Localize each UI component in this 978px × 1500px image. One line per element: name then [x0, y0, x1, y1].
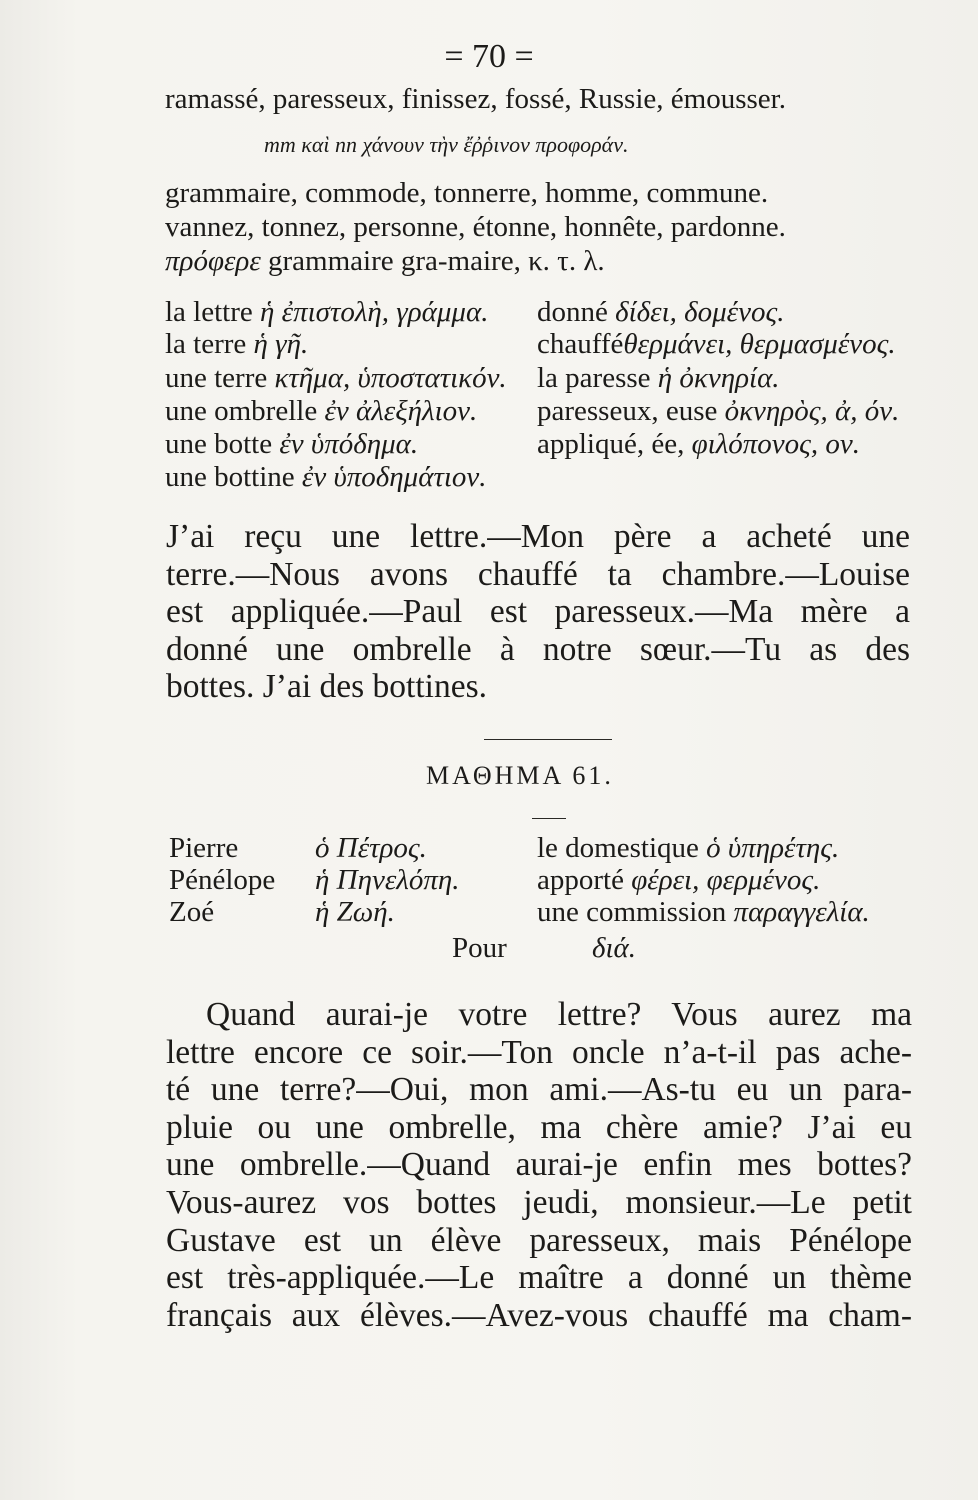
- paragraph-line: est très-appliquée.—Le maître a donné un thème: [166, 1259, 912, 1297]
- paragraph-line: té une terre?—Oui, mon ami.—As-tu eu un para-: [166, 1071, 912, 1109]
- vocab-gr: ἡ Πηνελόπη.: [315, 864, 460, 896]
- vocab-gr: ἐν ἀλεξήλιον.: [324, 395, 478, 427]
- paragraph-line: lettre encore ce soir.—Ton oncle n’a-t-il pas ache-: [166, 1033, 912, 1071]
- vocab-fr: paresseux, euse: [537, 395, 718, 427]
- vocab2-left-2: [165, 362, 507, 395]
- vocab-fr: Pour: [452, 932, 507, 964]
- paragraph-line: français aux élèves.—Avez-vous chauffé ma cham-: [166, 1296, 912, 1334]
- paragraph-line: donné une ombrelle à notre sœur.—Tu as des: [166, 630, 910, 668]
- vocab-fr: le domestique: [537, 832, 699, 864]
- vocab-line-5-greek: πρόφερε: [165, 245, 261, 277]
- section-divider: [484, 739, 612, 740]
- vocab3-pour: [452, 932, 636, 965]
- vocab-gr: ὁ Πέτρος.: [315, 832, 427, 864]
- paragraph-line: Gustave est un élève paresseux, mais Pénélope: [166, 1221, 912, 1259]
- heading-rule: [532, 818, 566, 819]
- vocab3-left-0: [169, 832, 427, 865]
- vocab-line-5: [165, 244, 605, 278]
- vocab-gr: ἐν ὑποδημάτιον.: [301, 461, 487, 493]
- vocab2-left-0: [165, 296, 488, 329]
- vocab2-right-2: [537, 362, 780, 395]
- lesson-heading: ΜΑΘΗΜΑ 61.: [426, 761, 614, 790]
- vocab3-right-0: [537, 832, 839, 865]
- paragraph-line: pluie ou une ombrelle, ma chère amie? J’ai eu: [166, 1108, 912, 1146]
- vocab-gr: ἡ ὀκνηρία.: [657, 362, 780, 394]
- vocab-line-1: ramassé, paresseux, finissez, fossé, Russie, émousser.: [165, 83, 786, 115]
- vocab-line-4: vannez, tonnez, personne, étonne, honnête, pardonne.: [165, 211, 786, 243]
- vocab3-left-1: [169, 864, 460, 897]
- vocab-fr: Zoé: [169, 896, 215, 928]
- paragraph-line: J’ai reçu une lettre.—Mon père a acheté une: [166, 518, 910, 555]
- vocab-fr: une botte: [165, 428, 273, 460]
- paragraph-line: terre.—Nous avons chauffé ta chambre.—Louise: [166, 555, 910, 593]
- paragraph-line: une ombrelle.—Quand aurai-je enfin mes bottes?: [166, 1146, 912, 1184]
- vocab-fr: Pénélope: [169, 864, 276, 896]
- paragraph-line: Vous-aurez vos bottes jeudi, monsieur.—Le petit: [166, 1183, 912, 1221]
- vocab-fr: une commission: [537, 896, 727, 928]
- vocab-fr: une terre: [165, 362, 268, 394]
- vocab-fr: appliqué, ée,: [537, 428, 685, 460]
- vocab-fr: donné: [537, 296, 608, 328]
- vocab-fr: Pierre: [169, 832, 239, 864]
- paragraph-line: bottes. J’ai des bottines.: [166, 668, 487, 706]
- vocab3-right-1: [537, 864, 820, 897]
- vocab-gr: ἡ γῆ.: [253, 328, 309, 360]
- vocab-fr: la paresse: [537, 362, 651, 394]
- vocab-fr: une bottine: [165, 461, 295, 493]
- vocab2-right-3: [537, 395, 899, 428]
- paragraph-line: Quand aurai-je votre lettre? Vous aurez ma: [206, 996, 912, 1033]
- vocab2-left-4: [165, 428, 418, 461]
- vocab-fr: la terre: [165, 328, 247, 360]
- vocab-gr: φιλόπονος, ον.: [691, 428, 861, 460]
- vocab-line-2: mm καὶ nn χάνουν τὴν ἔῤῥινον προφοράν.: [264, 132, 629, 157]
- paragraph-2: [166, 996, 912, 1334]
- vocab-gr: ἐν ὑπόδημα.: [279, 428, 419, 460]
- vocab-fr: chauffé: [537, 328, 624, 360]
- vocab-line-5-rest: grammaire gra-maire, κ. τ. λ.: [268, 245, 605, 277]
- page-number: = 70 =: [444, 38, 534, 75]
- paragraph-line: est appliquée.—Paul est paresseux.—Ma mère a: [166, 593, 910, 631]
- vocab2-left-1: [165, 328, 308, 361]
- vocab-gr: δίδει, δομένος.: [615, 296, 785, 328]
- vocab2-right-4: [537, 428, 860, 461]
- vocab-gr: ὁ ὑπηρέτης.: [706, 832, 840, 864]
- vocab-gr: ἡ Ζωή.: [315, 896, 395, 928]
- vocab2-left-3: [165, 395, 477, 428]
- vocab2-right-1: [537, 328, 896, 361]
- vocab-gr: διά.: [592, 932, 637, 964]
- vocab-fr: apporté: [537, 864, 624, 896]
- vocab2-right-0: [537, 296, 784, 329]
- vocab-gr: φέρει, φερμένος.: [631, 864, 821, 896]
- vocab-gr: ἡ ἐπιστολὴ, γράμμα.: [260, 296, 489, 328]
- vocab-fr: une ombrelle: [165, 395, 318, 427]
- vocab-gr: θερμάνει, θερμασμένος.: [623, 328, 896, 360]
- vocab-gr: κτῆμα, ὑποστατικόν.: [274, 362, 507, 394]
- paragraph-1: [166, 518, 910, 706]
- vocab3-left-2: [169, 896, 395, 929]
- vocab-gr: παραγγελία.: [733, 896, 870, 928]
- vocab2-left-5: [165, 461, 487, 494]
- vocab-fr: la lettre: [165, 296, 253, 328]
- vocab-gr: ὀκνηρὸς, ἀ, όν.: [724, 395, 900, 427]
- vocab3-right-2: [537, 896, 870, 929]
- vocab-line-3: grammaire, commode, tonnerre, homme, commune.: [165, 177, 769, 209]
